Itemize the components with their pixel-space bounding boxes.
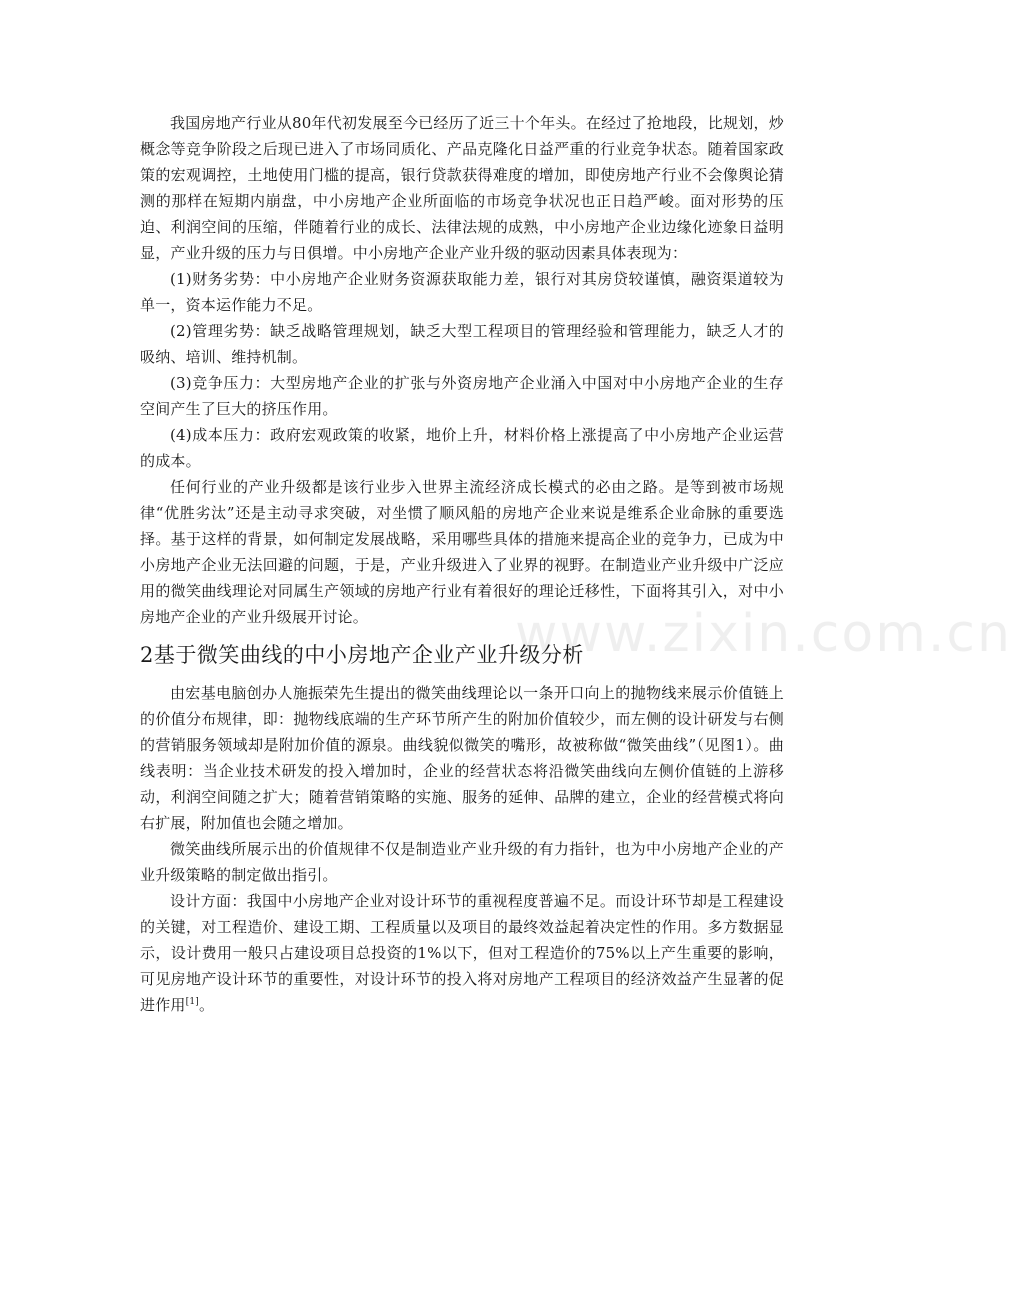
smile-curve-paragraph: 由宏基电脑创办人施振荣先生提出的微笑曲线理论以一条开口向上的抛物线来展示价值链上的价值分布规律，即：抛物线底端的生产环节所产生的附加价值较少，而左侧的设计研发与右侧的营销服务领域却是附加价值的源泉。曲线貌似微笑的嘴形，故被称做“微笑曲线”（见图1）。曲线表明：当企业技术研发的投入增加时，企业的经营状态将沿微笑曲线向左侧价值链的上游移动，利润空间随之扩大；随着营销策略的实施、服务的延伸、品牌的建立，企业的经营模式将向右扩展，附加值也会随之增加。 (140, 684, 784, 832)
design-paragraph-end: 。 (198, 996, 215, 1014)
factor-item-financial: (1)财务劣势：中小房地产企业财务资源获取能力差，银行对其房贷较谨慎，融资渠道较为单一，资本运作能力不足。 (140, 270, 784, 314)
value-law-paragraph: 微笑曲线所展示出的价值规律不仅是制造业产业升级的有力指针，也为中小房地产企业的产业升级策略的制定做出指引。 (140, 840, 784, 884)
design-paragraph-text: 设计方面：我国中小房地产企业对设计环节的重视程度普遍不足。而设计环节却是工程建设的关键，对工程造价、建设工期、工程质量以及项目的最终效益起着决定性的作用。多方数据显示，设计费用一般只占建设项目总投资的1%以下，但对工程造价的75%以上产生重要的影响，可见房地产设计环节的重要性，对设计环节的投入将对房地产工程项目的经济效益产生显著的促进作用 (140, 892, 784, 1014)
factor-item-management: (2)管理劣势：缺乏战略管理规划，缺乏大型工程项目的管理经验和管理能力，缺乏人才的吸纳、培训、维持机制。 (140, 322, 784, 366)
upgrade-paragraph: 任何行业的产业升级都是该行业步入世界主流经济成长模式的必由之路。是等到被市场规律“优胜劣汰”还是主动寻求突破，对坐惯了顺风船的房地产企业来说是维系企业命脉的重要选择。基于这样的背景，如何制定发展战略，采用哪些具体的措施来提高企业的竞争力，已成为中小房地产企业无法回避的问题，于是，产业升级进入了业界的视野。在制造业产业升级中广泛应用的微笑曲线理论对同属生产领域的房地产行业有着很好的理论迁移性，下面将其引入，对中小房地产企业的产业升级展开讨论。 (140, 478, 784, 626)
watermark: www.zixin.com.cn (515, 604, 1012, 664)
factor-item-competition: (3)竞争压力：大型房地产企业的扩张与外资房地产企业涌入中国对中小房地产企业的生存空间产生了巨大的挤压作用。 (140, 374, 784, 418)
section-heading: 2基于微笑曲线的中小房地产企业产业升级分析 (140, 643, 584, 667)
factor-item-cost: (4)成本压力：政府宏观政策的收紧，地价上升，材料价格上涨提高了中小房地产企业运营的成本。 (140, 426, 784, 470)
design-paragraph (140, 888, 784, 1018)
document-body (140, 110, 784, 1018)
intro-paragraph: 我国房地产行业从80年代初发展至今已经历了近三十个年头。在经过了抢地段，比规划，炒概念等竞争阶段之后现已进入了市场同质化、产品克隆化日益严重的行业竞争状态。随着国家政策的宏观调控，土地使用门槛的提高，银行贷款获得难度的增加，即使房地产行业不会像舆论猜测的那样在短期内崩盘，中小房地产企业所面临的市场竞争状况也正日趋严峻。面对形势的压迫、利润空间的压缩，伴随着行业的成长、法律法规的成熟，中小房地产企业边缘化迹象日益明显，产业升级的压力与日俱增。中小房地产企业产业升级的驱动因素具体表现为： (140, 114, 784, 262)
citation-reference[interactable]: [1] (185, 997, 199, 1007)
